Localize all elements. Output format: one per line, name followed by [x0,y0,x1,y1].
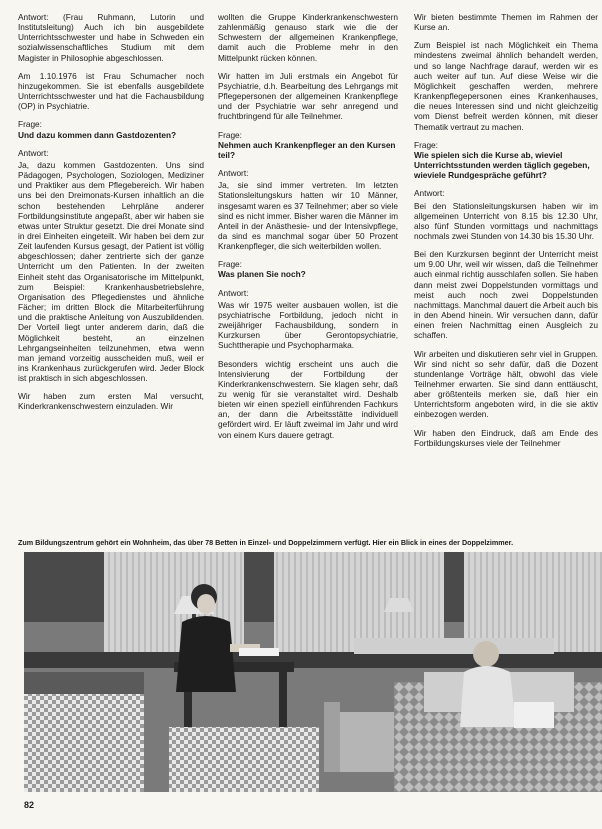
answer-label: Antwort: [218,168,249,179]
paragraph: Was wir 1975 weiter ausbauen wollen, ist die psychiatrische Fortbildung, jedoch nicht in zweijähriger Fachausbildung, sondern in Kurzkursen über Gerontopsychiatrie, Suchttherapie und Psychopharmaka. [218,299,398,351]
text-column-middle [218,12,398,448]
paragraph: Zum Beispiel ist nach Möglichkeit ein Thema mindestens zweimal ähnlich behandelt werden, und so lange Nachfrage darauf, werden wir es auch weiter auf tun. Auf diese Weise wir die Möglichkeit geschaffen werden, mehrere Krankenpflegepersonen eines Krankenhauses, die neues Interessen sind und nicht gleichzeitig vom Dienst befreit werden können, mit dieser Thematik vertraut zu machen. [414,40,598,132]
paragraph: Besonders wichtig erscheint uns auch die Intensivierung der Fortbildung der Kinderkrankenschwestern. Sie klagen sehr, daß zu wenig für sie veranstaltet wird. Deshalb bieten wir einen speziell einführenden Fachkurs an, der dann die Arbeitsstätte individuell gefördert wird. Er läuft zweimal im Jahr und wird von einem Kurs dauere getragt. [218,358,398,440]
photo-caption: Zum Bildungszentrum gehört ein Wohnheim, das über 78 Betten in Einzel- und Doppelzimmern verfügt. Hier ein Blick in eines der Doppelzimmer. [18,538,514,547]
question-text: Was planen Sie noch? [218,269,306,280]
question-text: Nehmen auch Krankenpfleger an den Kursen teil? [218,139,396,160]
page-number: 82 [24,800,35,810]
paragraph: Wir haben zum ersten Mal versucht, Kinderkrankenschwestern einzuladen. Wir [18,391,204,412]
text-column-left [18,12,204,420]
question-label: Frage: [18,119,42,130]
paragraph: Wir arbeiten und diskutieren sehr viel in Gruppen. Wir sind nicht so sehr dafür, daß die Dozent stundenlange Vorträge hält, obwohl das viele Teilnehmer erwarten. Sie sind dann enttäuscht, aber größtenteils merken sie, daß hier ein Unterrichtsform angeboten wird, in die sie aktiv einbezogen werden. [414,348,598,420]
question-block [218,130,398,160]
dormitory-photo [24,552,602,792]
paragraph: Wir bieten bestimmte Themen im Rahmen der Kurse an. [414,12,598,33]
paragraph: Bei den Stationsleitungskursen haben wir im allgemeinen Unterricht von 8.15 bis 12.30 Uhr, also fünf Stunden vormittags und nachmittags nochmals zwei Stunden von 14.30 bis 15.30 Uhr. [414,200,598,241]
paragraph: Ja, sie sind immer vertreten. Im letzten Stationsleitungskurs hatten wir 10 Männer, insgesamt waren es 37 Teilnehmer; aber so viele sind es nicht immer. Bisher waren die Männer im Anteil in der Anästhesie- und der Intensivpflege, da sind es manchmal sogar über 50 Prozent Krankenpfleger, die sich weiterbilden wollen. [218,180,398,252]
paragraph: Wir haben den Eindruck, daß am Ende des Fortbildungskurses viele der Teilnehmer [414,427,598,448]
paragraph: Am 1.10.1976 ist Frau Schumacher noch hinzugekommen. Sie ist ebenfalls ausgebildete Unterrichtsschwester und hat die Fachausbildung (OP) in Psychiatrie. [18,70,204,112]
question-block [218,259,398,279]
question-text: Und dazu kommen dann Gastdozenten? [18,129,177,140]
question-text: Wie spielen sich die Kurse ab, wieviel Unterrichtsstunden werden täglich gegeben, wieviele Rundgespräche geführt? [414,149,590,181]
text-column-right [414,12,598,532]
paragraph: Bei den Kurzkursen beginnt der Unterricht meist um 9.00 Uhr, weil wir wissen, daß die Teilnehmer auch einmal richtig ausschlafen sollen. Sie haben dann meist zwei Doppelstunden vormittags und meist auch noch zwei Doppelstunden nachmittags. Manchmal dauert die Arbeit auch bis in den Abend hinein. Wir versuchen dann, dafür einen freien Nachmittag einen Ausgleich zu schaffen. [414,249,598,341]
answer-label: Antwort: [18,147,49,158]
question-label: Frage: [218,129,242,140]
paragraph: Wir hatten im Juli erstmals ein Angebot für Psychiatrie, d.h. Bearbeitung des Lehrgangs mit Pflegepersonen der allgemeinen Krankenpflege und der Psychiatrie war sehr anregend und fruchtbringend für alle Teilnehmer. [218,70,398,122]
answer-label: Antwort: [414,188,445,199]
paragraph: Ja, dazu kommen Gastdozenten. Uns sind Pädagogen, Psychologen, Soziologen, Mediziner und Praktiker aus dem Pflegebereich. Wir haben uns bei den Dreimonats-Kursen inhaltlich an die schon bestehenden Lehrpläne anderer Fortbildungsinstitute angepaßt, aber wir haben sie etwas unter Struktur gesetzt. Die drei Monate sind in drei Einheiten eingeteilt. Wir haben bei dem zur Zeit laufenden Kursus gesagt, der Patient ist völlig abgeschlossen; daher zentrierte sich der ganze Unterricht um den Patienten. In der zweiten Einheit steht das Organisatorische im Mittelpunkt, zum Beispiel: Krankenhausbetriebslehre, Organisation des Pflegedienstes und ähnliche Fächer; im dritten Block die Mitarbeiterführung und die praktische Anleitung von Auszubildenden. Der Vorteil liegt unter anderem darin, daß die Möglichkeit besteht, an einzelnen Lehrgangseinheiten teilzunehmen, etwa wenn man jemand vorzeitig ausscheiden muß, weil er ins Krankenhaus zurückgerufen wird. Jeder Block ist praktisch in sich abgeschlossen. [18,159,204,384]
question-label: Frage: [414,139,438,150]
question-block [18,119,204,139]
paragraph: wollten die Gruppe Kinderkrankenschwestern zahlenmäßig genauso stark wie die der Schwestern der allgemeinen Krankenpflege, damit auch die Probleme mehr in den Mittelpunkt rücken können. [218,12,398,63]
answer-label: Antwort: [218,287,249,298]
question-block [414,140,598,181]
paragraph: Antwort: (Frau Ruhmann, Lutorin und Institutsleitung) Auch ich bin ausgebildete Unterrichtsschwester und habe in Schweden ein sozialwissenschaftliches Studium mit dem Magister in Philosophie abgeschlossen. [18,12,204,63]
question-label: Frage: [218,259,242,270]
